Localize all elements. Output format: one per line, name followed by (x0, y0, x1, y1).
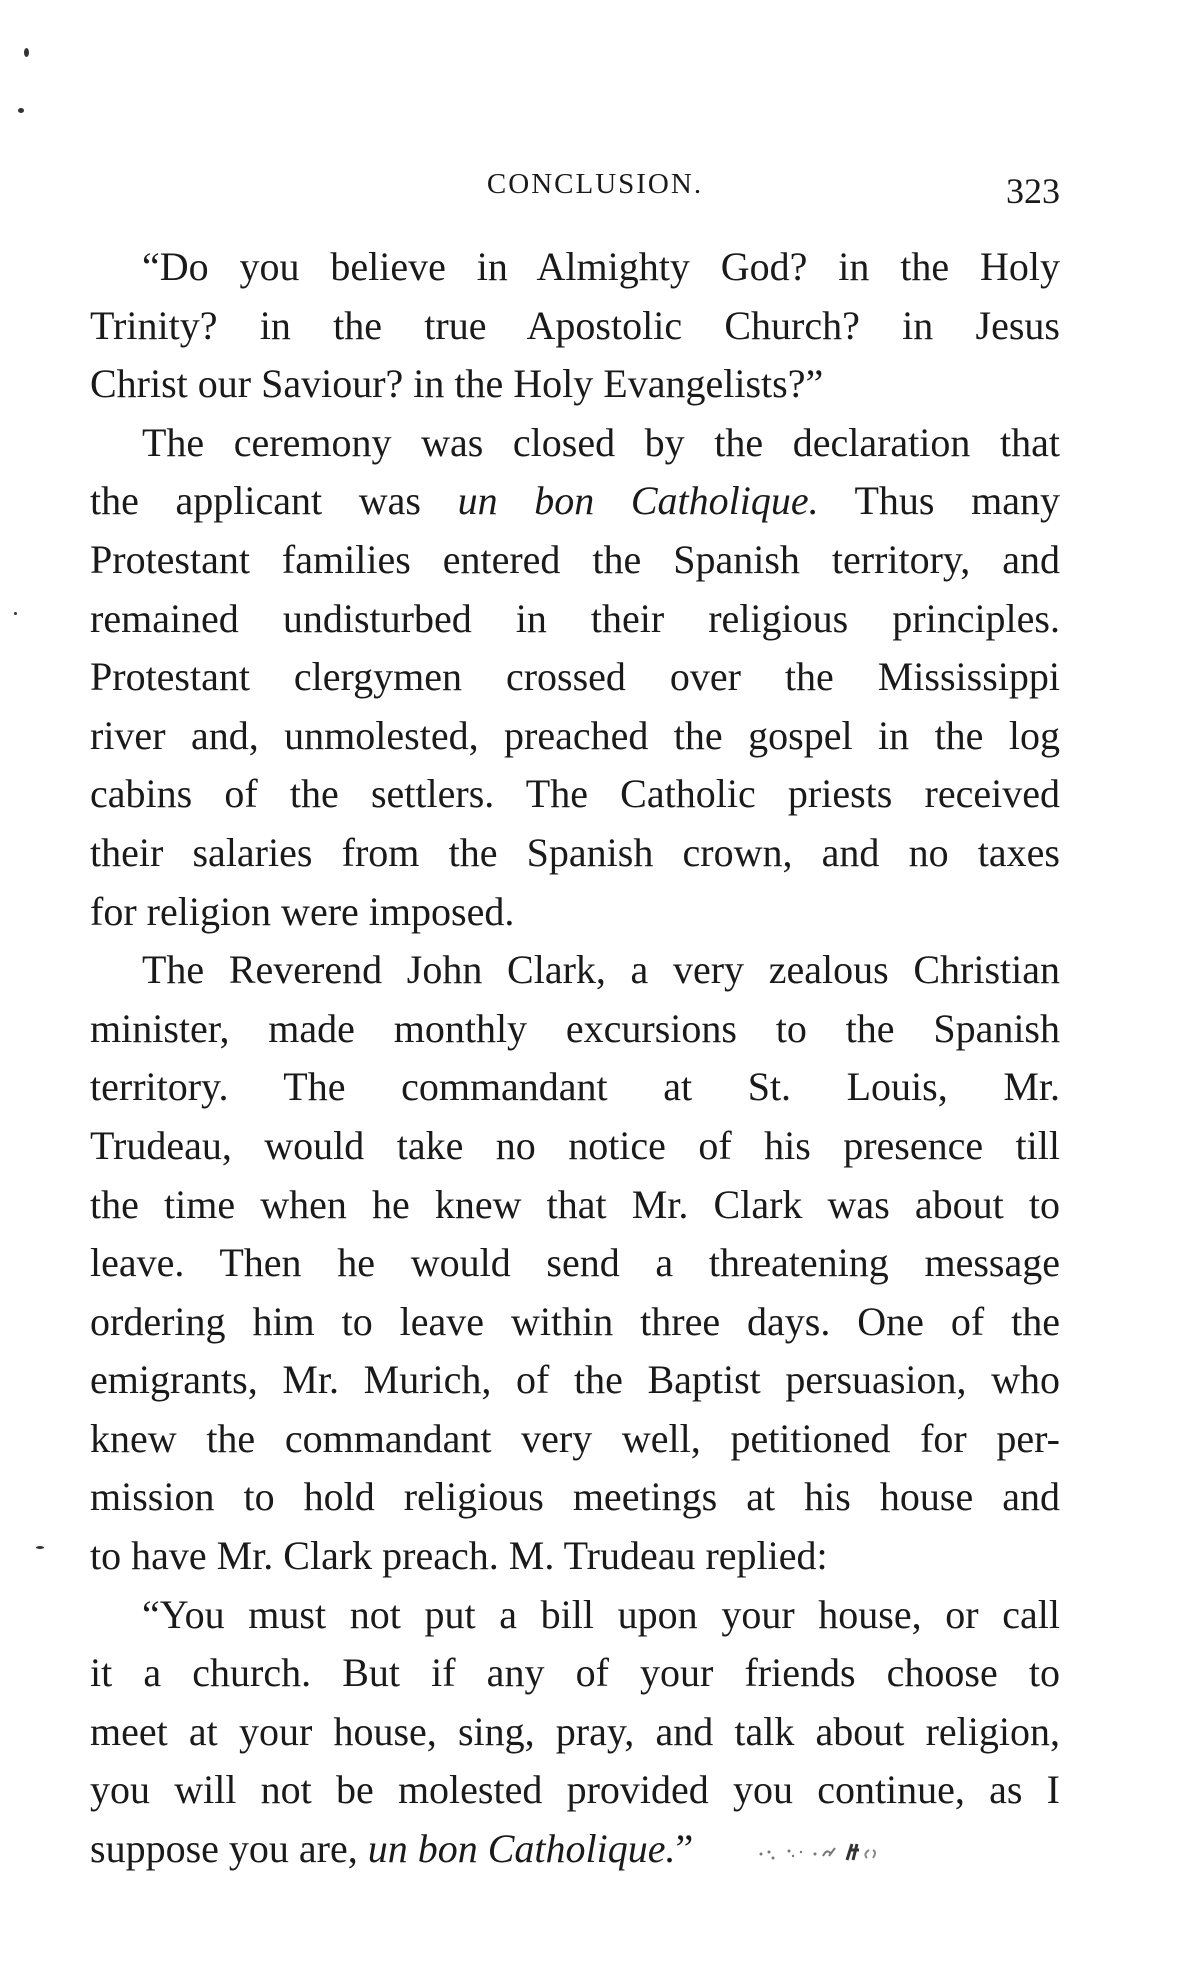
text-line: territory. The commandant at St. Louis, Mr. (90, 1064, 1060, 1110)
text-line: cabins of the settlers. The Catholic priests received (90, 771, 1060, 817)
text-line: mission to hold religious meetings at his house and (90, 1474, 1060, 1520)
paragraph-clark (90, 941, 1060, 1586)
text-line: for religion were imposed. (90, 888, 515, 934)
text-line: to have Mr. Clark preach. M. Trudeau replied: (90, 1533, 828, 1579)
text-line-mixed (90, 1820, 1060, 1879)
text-line: “Do you believe in Almighty God? in the Holy (142, 244, 1060, 289)
text-line: “You must not put a bill upon your house, or call (142, 1591, 1060, 1637)
paragraph-question (90, 238, 1060, 414)
text-line: river and, unmolested, preached the gospel in the log (90, 712, 1060, 758)
text-line: The ceremony was closed by the declaration that (142, 419, 1060, 465)
running-title: CONCLUSION. (486, 168, 704, 200)
faded-stamp-mark (755, 1836, 885, 1866)
text-line: Trinity? in the true Apostolic Church? in Jesus (90, 302, 1060, 348)
ink-speck (24, 48, 29, 57)
text-line: the time when he knew that Mr. Clark was about to (90, 1181, 1060, 1227)
text-line: it a church. But if any of your friends choose to (90, 1650, 1060, 1696)
italic-phrase: un bon Catholique. (457, 478, 819, 524)
text-line: The Reverend John Clark, a very zealous Christian (142, 947, 1060, 993)
page-header (90, 168, 1060, 218)
ink-speck (36, 1546, 44, 1549)
text-line: meet at your house, sing, pray, and talk about religion, (90, 1708, 1060, 1754)
text-line: knew the commandant very well, petitioned for per- (90, 1415, 1060, 1461)
text-segment: the applicant was (90, 478, 458, 524)
paragraph-ceremony (90, 414, 1060, 941)
italic-phrase: un bon Catholique. (367, 1826, 676, 1872)
text-line: Protestant clergymen crossed over the Mississippi (90, 654, 1060, 700)
text-line: leave. Then he would send a threatening message (90, 1240, 1060, 1286)
text-line: Trudeau, would take no notice of his presence till (90, 1122, 1060, 1168)
text-line: Protestant families entered the Spanish territory, and (90, 536, 1060, 582)
text-line-mixed (90, 472, 1060, 531)
ink-speck (14, 612, 17, 615)
text-segment: ” (675, 1826, 694, 1872)
text-line: ordering him to leave within three days. One of the (90, 1298, 1060, 1344)
ink-speck (18, 108, 24, 113)
text-line: minister, made monthly excursions to the Spanish (90, 1005, 1060, 1051)
text-segment: Thus many (818, 478, 1060, 524)
text-segment: suppose you are, (90, 1826, 368, 1872)
text-line: you will not be molested provided you continue, as I (90, 1767, 1060, 1813)
text-line: Christ our Saviour? in the Holy Evangelists?” (90, 361, 824, 407)
text-line: emigrants, Mr. Murich, of the Baptist persuasion, who (90, 1357, 1060, 1403)
text-line: their salaries from the Spanish crown, and no taxes (90, 829, 1060, 875)
text-line: remained undisturbed in their religious principles. (90, 595, 1060, 641)
page-number: 323 (1006, 171, 1060, 211)
paragraph-reply (90, 1586, 1060, 1879)
body-text (90, 238, 1060, 1879)
